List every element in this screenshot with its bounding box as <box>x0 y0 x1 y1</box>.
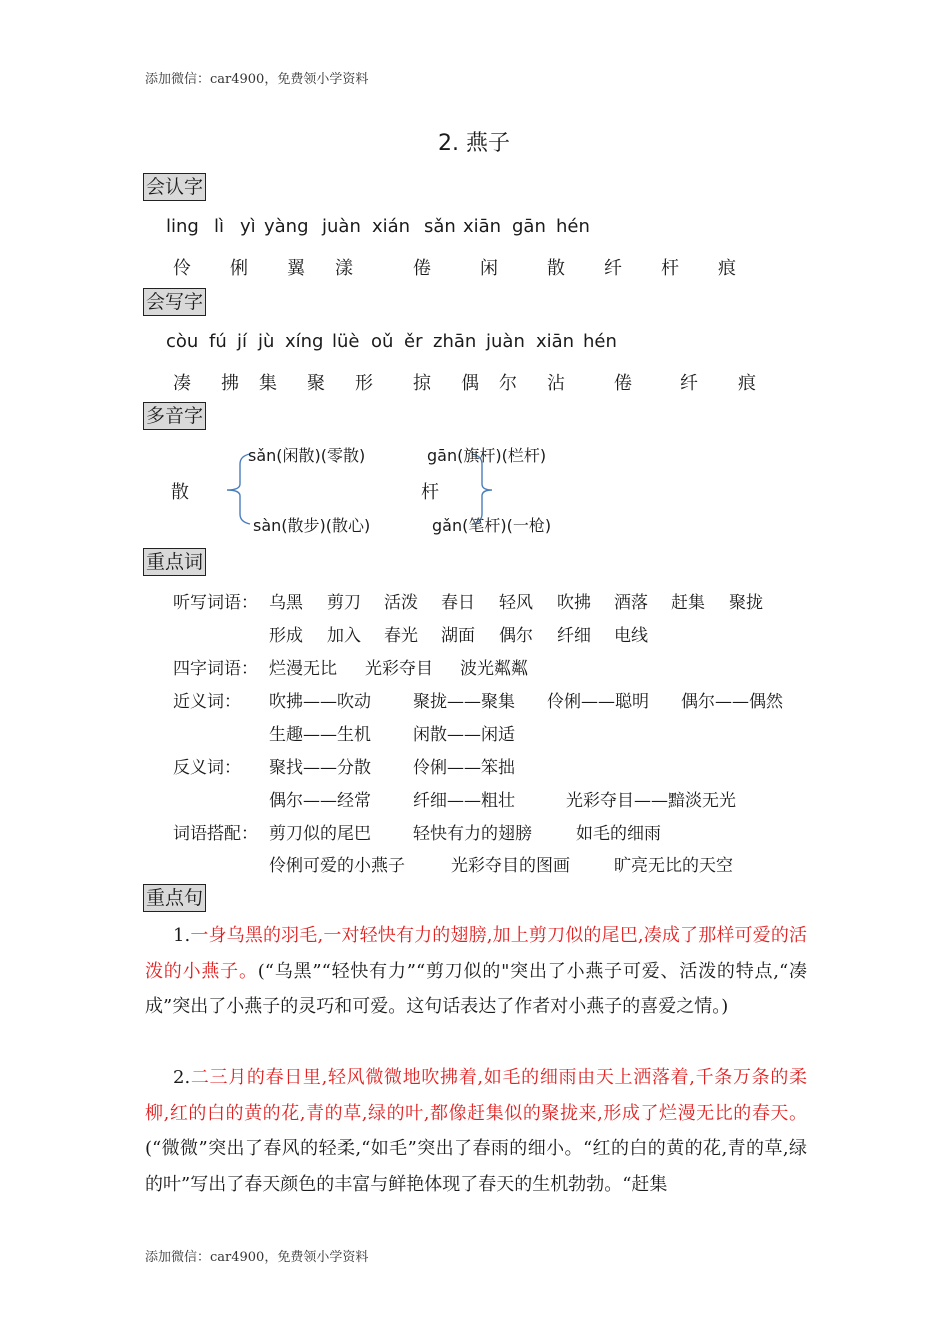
recognize-pinyin-row <box>0 216 950 240</box>
poly-san-char: 散 <box>171 482 189 503</box>
vocab-word: 伶俐——笨拙 <box>413 758 515 778</box>
char: 闲 <box>480 258 498 279</box>
sentence-note: (“乌黑”“轻快有力”“剪刀似的"突出了小燕子可爱、活泼的特点,“凑成”突出了小燕子的灵巧和可爱。这句话表达了作者对小燕子的喜爱之情。) <box>145 960 808 1018</box>
write-pinyin-row <box>0 331 950 355</box>
char: 凑 <box>173 373 191 394</box>
recognize-char-row <box>0 254 950 278</box>
char: 形 <box>355 373 373 394</box>
pinyin: gān <box>512 216 546 237</box>
vocab-word: 如毛的细雨 <box>576 824 661 844</box>
pinyin: fú <box>209 331 227 352</box>
pinyin: yì <box>240 216 256 237</box>
vocab-word: 光彩夺目——黯淡无光 <box>566 791 736 811</box>
vocab-dictation-row-2 <box>0 621 950 645</box>
vocab-word: 偶尔——经常 <box>269 791 371 811</box>
watermark-bottom: 添加微信：car4900，免费领小学资料 <box>145 1250 369 1265</box>
pinyin: xíng <box>285 331 324 352</box>
char: 纤 <box>680 373 698 394</box>
vocab-word: 纤细——粗壮 <box>413 791 515 811</box>
pinyin: zhān <box>433 331 477 352</box>
pinyin: lüè <box>332 331 360 352</box>
pinyin: juàn <box>322 216 361 237</box>
left-brace-icon <box>227 454 250 524</box>
poly-gan-top: gān(旗杆)(栏杆) <box>427 446 547 465</box>
char: 沾 <box>547 373 565 394</box>
char: 掠 <box>413 373 431 394</box>
poly-san-bottom: sàn(散步)(散心) <box>253 516 371 535</box>
four-char-label: 四字词语： <box>173 659 258 679</box>
vocab-word: 春日 <box>441 593 475 613</box>
pinyin: jí <box>237 331 248 352</box>
vocab-four-char-row <box>0 654 950 678</box>
synonym-label: 近义词： <box>173 692 241 712</box>
pinyin: oǔ <box>371 331 394 352</box>
char: 拂 <box>221 373 239 394</box>
char: 漾 <box>335 258 353 279</box>
vocab-word: 电线 <box>614 626 648 646</box>
vocab-word: 聚拢 <box>729 593 763 613</box>
vocab-word: 闲散——闲适 <box>413 725 515 745</box>
sentence-note: (“微微”突出了春风的轻柔,“如毛”突出了春雨的细小。“红的白的黄的花,青的草,绿的叶”写出了春天颜色的丰富与鲜艳体现了春天的生机勃勃。“赶集 <box>145 1138 807 1195</box>
page-title: 2. 燕子 <box>438 131 510 156</box>
vocab-synonym-row-1 <box>0 687 950 711</box>
vocab-synonym-row-2 <box>0 720 950 744</box>
vocab-word: 剪刀 <box>327 593 361 613</box>
char: 伶 <box>173 258 191 279</box>
sentence-2 <box>145 1060 807 1202</box>
char: 偶 <box>461 373 479 394</box>
vocab-word: 吹拂 <box>557 593 591 613</box>
pinyin: xiān <box>536 331 575 352</box>
vocab-word: 活泼 <box>384 593 418 613</box>
vocab-word: 酒落 <box>614 593 648 613</box>
vocab-antonym-row-1 <box>0 753 950 777</box>
vocab-collocation-row-2 <box>0 851 950 875</box>
vocab-collocation-row-1 <box>0 819 950 843</box>
vocab-word: 旷亮无比的天空 <box>614 856 733 876</box>
char: 尔 <box>499 373 517 394</box>
sentence-number: 2. <box>173 1067 191 1088</box>
pinyin: còu <box>166 331 199 352</box>
pinyin: hén <box>556 216 590 237</box>
vocab-word: 烂漫无比 <box>269 659 337 679</box>
pinyin: jù <box>258 331 275 352</box>
vocab-word: 纤细 <box>557 626 591 646</box>
vocab-word: 光彩夺目 <box>365 659 433 679</box>
sentence-quote: 一身乌黑的羽毛,一对轻快有力的翅膀,加上剪刀似的尾巴,凑成了那样可爱的活泼的小燕子。 <box>145 925 807 982</box>
pinyin: ling <box>166 216 199 237</box>
poly-san-top: sǎn(闲散)(零散) <box>248 446 366 465</box>
vocab-dictation-row-1 <box>0 588 950 612</box>
char: 倦 <box>614 373 632 394</box>
vocab-word: 生趣——生机 <box>269 725 371 745</box>
vocab-word: 剪刀似的尾巴 <box>269 824 371 844</box>
pinyin: hén <box>583 331 617 352</box>
pinyin: juàn <box>486 331 525 352</box>
vocab-word: 伶俐可爱的小燕子 <box>269 856 405 876</box>
sentence-quote: 二三月的春日里,轻风微微地吹拂着,如毛的细雨由天上洒落着,千条万条的柔柳,红的白的黄的花,青的草,绿的叶,都像赶集似的聚拢来,形成了烂漫无比的春天。 <box>145 1067 807 1124</box>
sentence-number: 1. <box>173 925 191 946</box>
vocab-word: 春光 <box>384 626 418 646</box>
pinyin: ěr <box>404 331 423 352</box>
vocab-word: 偶尔——偶然 <box>681 692 783 712</box>
vocab-word: 形成 <box>269 626 303 646</box>
antonym-label: 反义词： <box>173 758 241 778</box>
char: 纤 <box>604 258 622 279</box>
section-polyphonic: 多音字 <box>143 402 206 430</box>
char: 集 <box>259 373 277 394</box>
char: 痕 <box>738 373 756 394</box>
pinyin: yàng <box>264 216 309 237</box>
section-key-words: 重点词 <box>143 548 206 576</box>
vocab-word: 聚拢——聚集 <box>413 692 515 712</box>
char: 翼 <box>287 258 305 279</box>
section-write: 会写字 <box>143 288 206 316</box>
char: 倦 <box>413 258 431 279</box>
write-char-row <box>0 369 950 393</box>
vocab-word: 加入 <box>327 626 361 646</box>
sentence-1 <box>145 918 807 1025</box>
vocab-word: 湖面 <box>441 626 475 646</box>
char: 聚 <box>307 373 325 394</box>
vocab-word: 轻风 <box>499 593 533 613</box>
dictation-label: 听写词语： <box>173 593 258 613</box>
poly-gan-char: 杆 <box>421 482 439 503</box>
section-key-sentences: 重点句 <box>143 884 206 912</box>
watermark-top: 添加微信：car4900，免费领小学资料 <box>145 72 369 87</box>
vocab-word: 伶俐——聪明 <box>547 692 649 712</box>
char: 痕 <box>718 258 736 279</box>
vocab-word: 赶集 <box>671 593 705 613</box>
vocab-word: 轻快有力的翅膀 <box>413 824 532 844</box>
char: 杆 <box>661 258 679 279</box>
vocab-word: 乌黑 <box>269 593 303 613</box>
char: 散 <box>547 258 565 279</box>
pinyin: xián <box>372 216 411 237</box>
char: 俐 <box>230 258 248 279</box>
poly-gan-bottom: gǎn(笔杆)(一枪) <box>432 516 552 535</box>
vocab-word: 偶尔 <box>499 626 533 646</box>
collocation-label: 词语搭配： <box>173 824 258 844</box>
pinyin: xiān <box>463 216 502 237</box>
pinyin: sǎn <box>424 216 456 237</box>
vocab-word: 聚找——分散 <box>269 758 371 778</box>
vocab-word: 光彩夺目的图画 <box>451 856 570 876</box>
vocab-antonym-row-2 <box>0 786 950 810</box>
pinyin: lì <box>214 216 225 237</box>
vocab-word: 波光粼粼 <box>460 659 528 679</box>
vocab-word: 吹拂——吹动 <box>269 692 371 712</box>
section-recognize: 会认字 <box>143 173 206 201</box>
